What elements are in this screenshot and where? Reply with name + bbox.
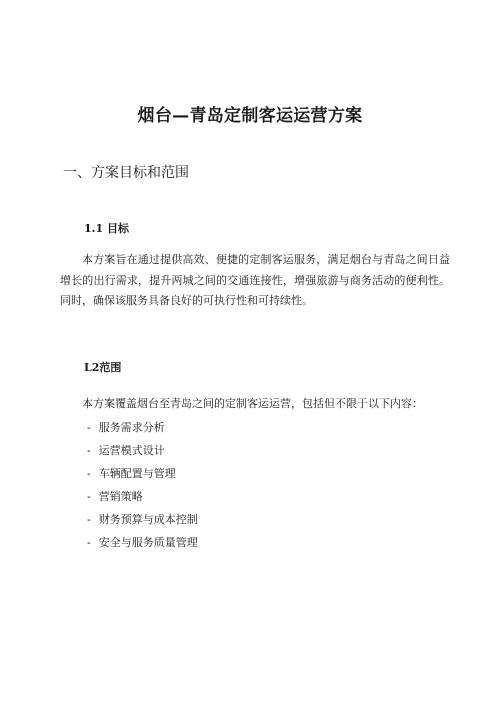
goal-paragraph: 本方案旨在通过提供高效、便捷的定制客运服务，满足烟台与青岛之间日益增长的出行需求，提升两城之间的交通连接性，增强旅游与商务活动的便利性。同时，确保该服务具备良好的可执行性和可持续性。	[60, 253, 450, 307]
list-item-text: 服务需求分析	[98, 421, 165, 434]
subsection-heading-goal: 1.1 目标	[84, 222, 129, 235]
scope-intro-paragraph: 本方案覆盖烟台至青岛之间的定制客运运营，包括但不限于以下内容：	[82, 397, 423, 410]
list-item-text: 车辆配置与管理	[98, 467, 176, 480]
list-item	[87, 508, 198, 531]
list-item-text: 营销策略	[98, 490, 143, 503]
list-item-text: 财务预算与成本控制	[98, 513, 198, 526]
list-dash: -	[87, 421, 91, 434]
list-dash: -	[87, 467, 91, 480]
list-dash: -	[87, 513, 91, 526]
section-heading-goals-scope: 一、方案目标和范围	[63, 165, 189, 181]
list-item	[87, 416, 198, 439]
list-item-text: 安全与服务质量管理	[98, 536, 198, 549]
list-dash: -	[87, 536, 91, 549]
list-item	[87, 531, 198, 554]
list-item	[87, 485, 198, 508]
list-dash: -	[87, 444, 91, 457]
list-item-text: 运营模式设计	[98, 444, 165, 457]
subsection-heading-scope: L2范围	[84, 361, 122, 374]
list-item	[87, 462, 198, 485]
document-title: 烟台—青岛定制客运运营方案	[137, 106, 363, 126]
list-dash: -	[87, 490, 91, 503]
list-item	[87, 439, 198, 462]
scope-list	[87, 416, 198, 554]
